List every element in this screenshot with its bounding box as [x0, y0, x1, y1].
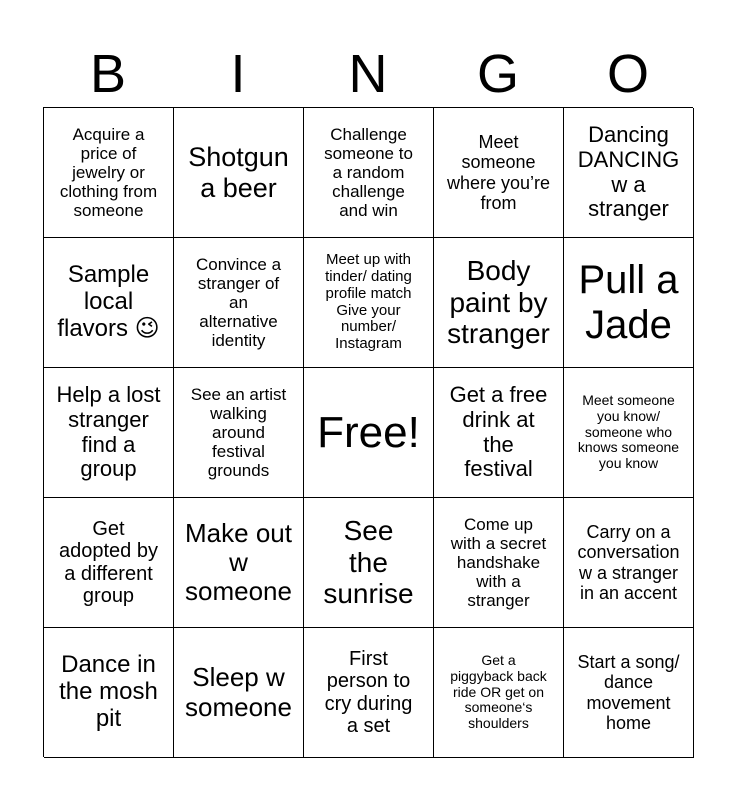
bingo-cell-o1[interactable] — [564, 108, 694, 238]
cell-text: Get adopted by a different group — [59, 517, 158, 607]
cell-text: Meet someone you know/ someone who knows someone you know — [577, 392, 680, 471]
header-letter-g: G — [476, 44, 519, 104]
bingo-cell-n2[interactable] — [304, 238, 434, 368]
bingo-cell-b1[interactable] — [44, 108, 174, 238]
bingo-cell-o2[interactable] — [564, 238, 694, 368]
bingo-cell-g5[interactable] — [434, 628, 564, 758]
cell-text: First person to cry during a set — [324, 647, 413, 737]
cell-text: Shotgun a beer — [188, 142, 289, 203]
cell-text: Convince a stranger of an alternative identity — [195, 254, 282, 351]
header-letter-n: N — [348, 44, 388, 104]
cell-text: Meet up with tinder/ dating profile match Give your number/ Instagram — [325, 251, 412, 353]
bingo-cell-i1[interactable] — [174, 108, 304, 238]
header-letter-b: B — [89, 44, 127, 104]
cell-text: Sample local flavors 😉 — [57, 261, 160, 342]
bingo-cell-g1[interactable] — [434, 108, 564, 238]
bingo-cell-o5[interactable] — [564, 628, 694, 758]
cell-text: Start a song/ dance movement home — [577, 652, 680, 733]
cell-text: Get a free drink at the festival — [449, 382, 548, 482]
bingo-cell-b3[interactable] — [44, 368, 174, 498]
bingo-cell-i3[interactable] — [174, 368, 304, 498]
bingo-cell-b2[interactable] — [44, 238, 174, 368]
cell-text: Body paint by stranger — [447, 255, 550, 350]
cell-text: See an artist walking around festival grounds — [190, 384, 287, 481]
cell-text: Pull a Jade — [578, 257, 679, 347]
cell-text: Sleep w someone — [185, 662, 292, 722]
header-letter-o: O — [606, 44, 649, 104]
cell-text: Dance in the mosh pit — [59, 651, 158, 732]
cell-text: Make out w someone — [185, 517, 292, 607]
bingo-cell-n4[interactable] — [304, 498, 434, 628]
cell-text: See the sunrise — [323, 515, 414, 610]
bingo-cell-g2[interactable] — [434, 238, 564, 368]
bingo-board — [43, 107, 693, 757]
bingo-header — [43, 40, 693, 108]
bingo-cell-o4[interactable] — [564, 498, 694, 628]
bingo-cell-i4[interactable] — [174, 498, 304, 628]
cell-text: Get a piggyback back ride OR get on someone‘s shoulders — [450, 652, 547, 731]
bingo-cell-i5[interactable] — [174, 628, 304, 758]
bingo-cell-g3[interactable] — [434, 368, 564, 498]
bingo-cell-n1[interactable] — [304, 108, 434, 238]
cell-text: Meet someone where you’re from — [446, 132, 551, 213]
bingo-cell-b4[interactable] — [44, 498, 174, 628]
free-space-text: Free! — [317, 407, 420, 457]
cell-text: Challenge someone to a random challenge and win — [324, 124, 413, 221]
bingo-cell-g4[interactable] — [434, 498, 564, 628]
bingo-cell-n3-free[interactable] — [304, 368, 434, 498]
cell-text: Help a lost stranger find a group — [56, 382, 161, 482]
bingo-cell-n5[interactable] — [304, 628, 434, 758]
header-letter-i: I — [230, 44, 246, 104]
bingo-cell-o3[interactable] — [564, 368, 694, 498]
cell-text: Come up with a secret handshake with a stranger — [450, 514, 547, 611]
cell-text: Dancing DANCING w a stranger — [577, 122, 680, 222]
cell-text: Carry on a conversation w a stranger in an accent — [577, 522, 680, 603]
bingo-cell-b5[interactable] — [44, 628, 174, 758]
bingo-cell-i2[interactable] — [174, 238, 304, 368]
cell-text: Acquire a price of jewelry or clothing from someone — [59, 124, 158, 221]
